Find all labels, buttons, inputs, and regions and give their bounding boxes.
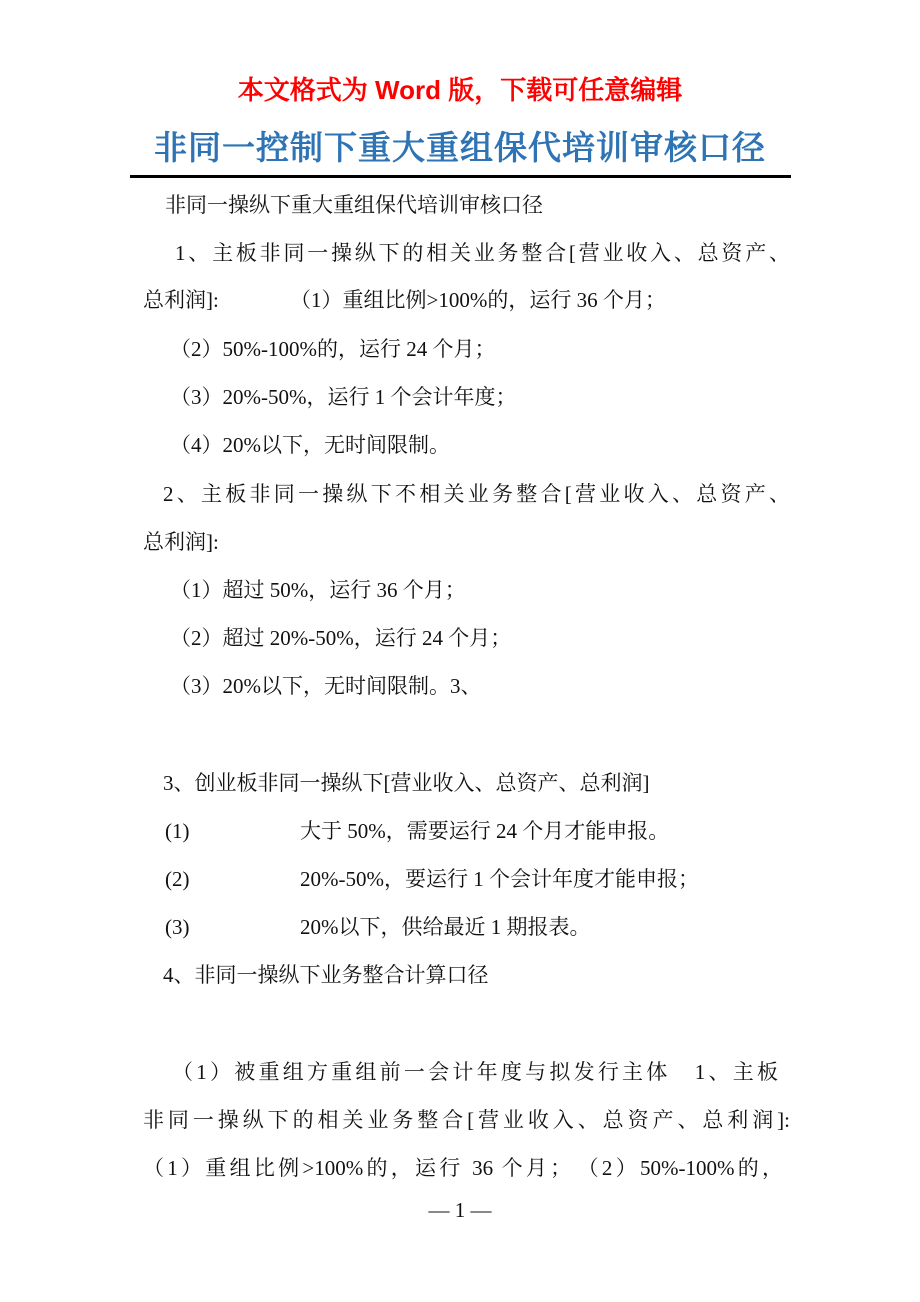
paragraph-line: （3）20%-50%，运行 1 个会计年度； — [170, 385, 517, 409]
paragraph-line: 20%-50%，要运行 1 个会计年度才能申报； — [300, 867, 699, 891]
paragraph-line: （2）超过 20%-50%，运行 24 个月； — [170, 626, 512, 650]
paragraph-line: 20%以下，供给最近 1 期报表。 — [300, 915, 591, 939]
title-divider — [130, 175, 791, 178]
paragraph-line: 总利润]: — [143, 288, 219, 312]
paragraph-line: （3）20%以下，无时间限制。3、 — [170, 674, 482, 698]
list-marker: (3) — [165, 915, 190, 939]
paragraph-line: 非同一操纵下的相关业务整合[营业收入、总资产、总利润]: — [143, 1108, 790, 1132]
paragraph-line: 1、主板非同一操纵下的相关业务整合[营业收入、总资产、 — [175, 241, 790, 265]
paragraph-line: （1）超过 50%，运行 36 个月； — [170, 578, 466, 602]
paragraph-line: 2、主板非同一操纵下不相关业务整合[营业收入、总资产、 — [163, 482, 790, 506]
paragraph-line: 总利润]: — [143, 530, 219, 554]
editable-notice: 本文格式为 Word 版，下载可任意编辑 — [237, 75, 683, 105]
list-marker: (2) — [165, 867, 190, 891]
paragraph-line: 大于 50%，需要运行 24 个月才能申报。 — [300, 819, 670, 843]
paragraph-line: （1）被重组方重组前一会计年度与拟发行主体 1、主板 — [172, 1060, 778, 1084]
paragraph-line: （4）20%以下，无时间限制。 — [170, 433, 450, 457]
document-title: 非同一控制下重大重组保代培训审核口径 — [154, 129, 766, 166]
paragraph-line: （2）50%-100%的，运行 24 个月； — [170, 337, 496, 361]
paragraph-line: （1）重组比例>100%的，运行 36 个月； （2）50%-100%的， — [143, 1156, 783, 1180]
paragraph-line: 3、创业板非同一操纵下[营业收入、总资产、总利润] — [163, 771, 650, 795]
paragraph-line: （1）重组比例>100%的，运行 36 个月； — [290, 288, 666, 312]
paragraph-line: 4、非同一操纵下业务整合计算口径 — [163, 963, 489, 987]
page-number: — 1 — — [428, 1198, 492, 1222]
list-marker: (1) — [165, 819, 190, 843]
subtitle: 非同一操纵下重大重组保代培训审核口径 — [165, 193, 543, 217]
